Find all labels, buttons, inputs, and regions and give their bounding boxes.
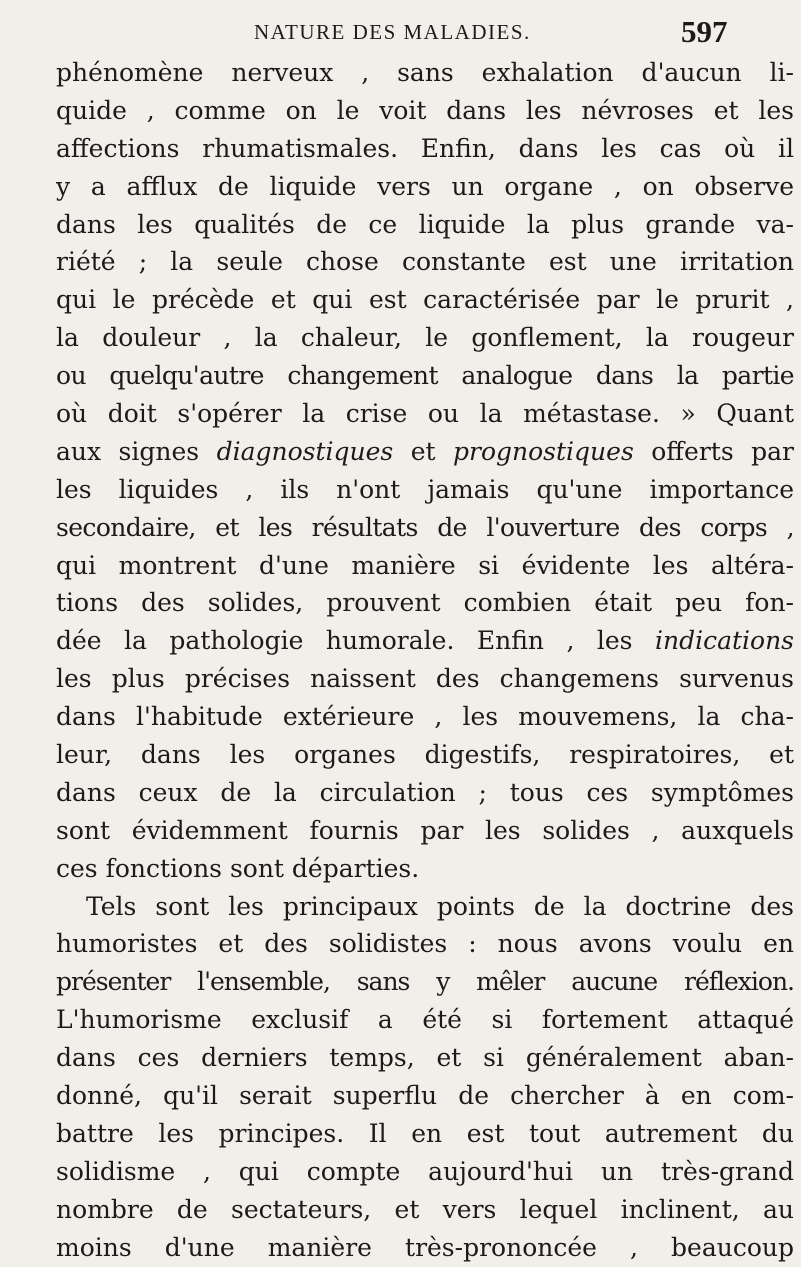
text-line: y a afflux de liquide vers un organe , on observe [56,171,794,201]
text-line [56,433,794,471]
text-line: affections rhumatismales. Enfin, dans les cas où il [56,133,794,163]
text-line: qui le précède et qui est caractérisée par le prurit , [56,285,794,315]
running-header [56,14,794,54]
text-line: quide , comme on le voit dans les névroses et les [56,95,794,125]
text-line: qui montrent d'une manière si évidente les altéra- [56,550,794,580]
italic-term-indications: indications [654,626,794,656]
text-line: Tels sont les principaux points de la doctrine des [86,891,794,921]
text-run: et [393,436,454,466]
text-line: les plus précises naissent des changemens survenus [56,664,794,694]
italic-term-prognostiques: prognostiques [453,436,634,466]
text-line: où doit s'opérer la crise ou la métastase. » Quant [56,399,794,429]
body-text [56,54,794,1267]
running-title: NATURE DES MALADIES. [254,20,531,44]
text-line: riété ; la seule chose constante est une irritation [56,247,794,277]
text-line: ou quelqu'autre changement analogue dans la partie [56,361,794,391]
text-run: aux signes [56,436,217,466]
text-line: humoristes et des solidistes : nous avons voulu en [56,929,794,959]
text-line: donné, qu'il serait superflu de chercher à en com- [56,1081,794,1111]
page-number: 597 [681,14,728,49]
text-run: dée la pathologie humorale. Enfin , les [56,626,655,656]
text-line: dans ceux de la circulation ; tous ces symptômes [56,777,794,807]
text-line: dans l'habitude extérieure , les mouvemens, la cha- [56,702,794,732]
italic-term-diagnostiques: diagnostiques [216,436,394,466]
text-line: présenter l'ensemble, sans y mêler aucune réflexion. [56,967,794,997]
text-line: les liquides , ils n'ont jamais qu'une importance [56,474,794,504]
text-line: solidisme , qui compte aujourd'hui un très-grand [56,1156,794,1186]
text-line: dans ces derniers temps, et si généralement aban- [56,1043,794,1073]
text-line: secondaire, et les résultats de l'ouverture des corps , [56,512,794,542]
text-line: L'humorisme exclusif a été si fortement attaqué [56,1005,794,1035]
text-line: sont évidemment fournis par les solides , auxquels [56,815,794,845]
text-line: la douleur , la chaleur, le gonflement, la rougeur [56,323,794,353]
text-line: leur, dans les organes digestifs, respiratoires, et [56,740,794,770]
text-line: tions des solides, prouvent combien était peu fon- [56,588,794,618]
text-line: battre les principes. Il en est tout autrement du [56,1118,794,1148]
text-line: nombre de sectateurs, et vers lequel inclinent, au [56,1194,794,1224]
text-line: phénomène nerveux , sans exhalation d'aucun li- [56,58,794,87]
text-line: moins d'une manière très-prononcée , beaucoup [56,1232,794,1262]
text-run: offerts par [633,436,794,466]
text-line [56,622,794,660]
text-line: dans les qualités de ce liquide la plus grande va- [56,209,794,239]
text-line: ces fonctions sont départies. [56,853,420,883]
